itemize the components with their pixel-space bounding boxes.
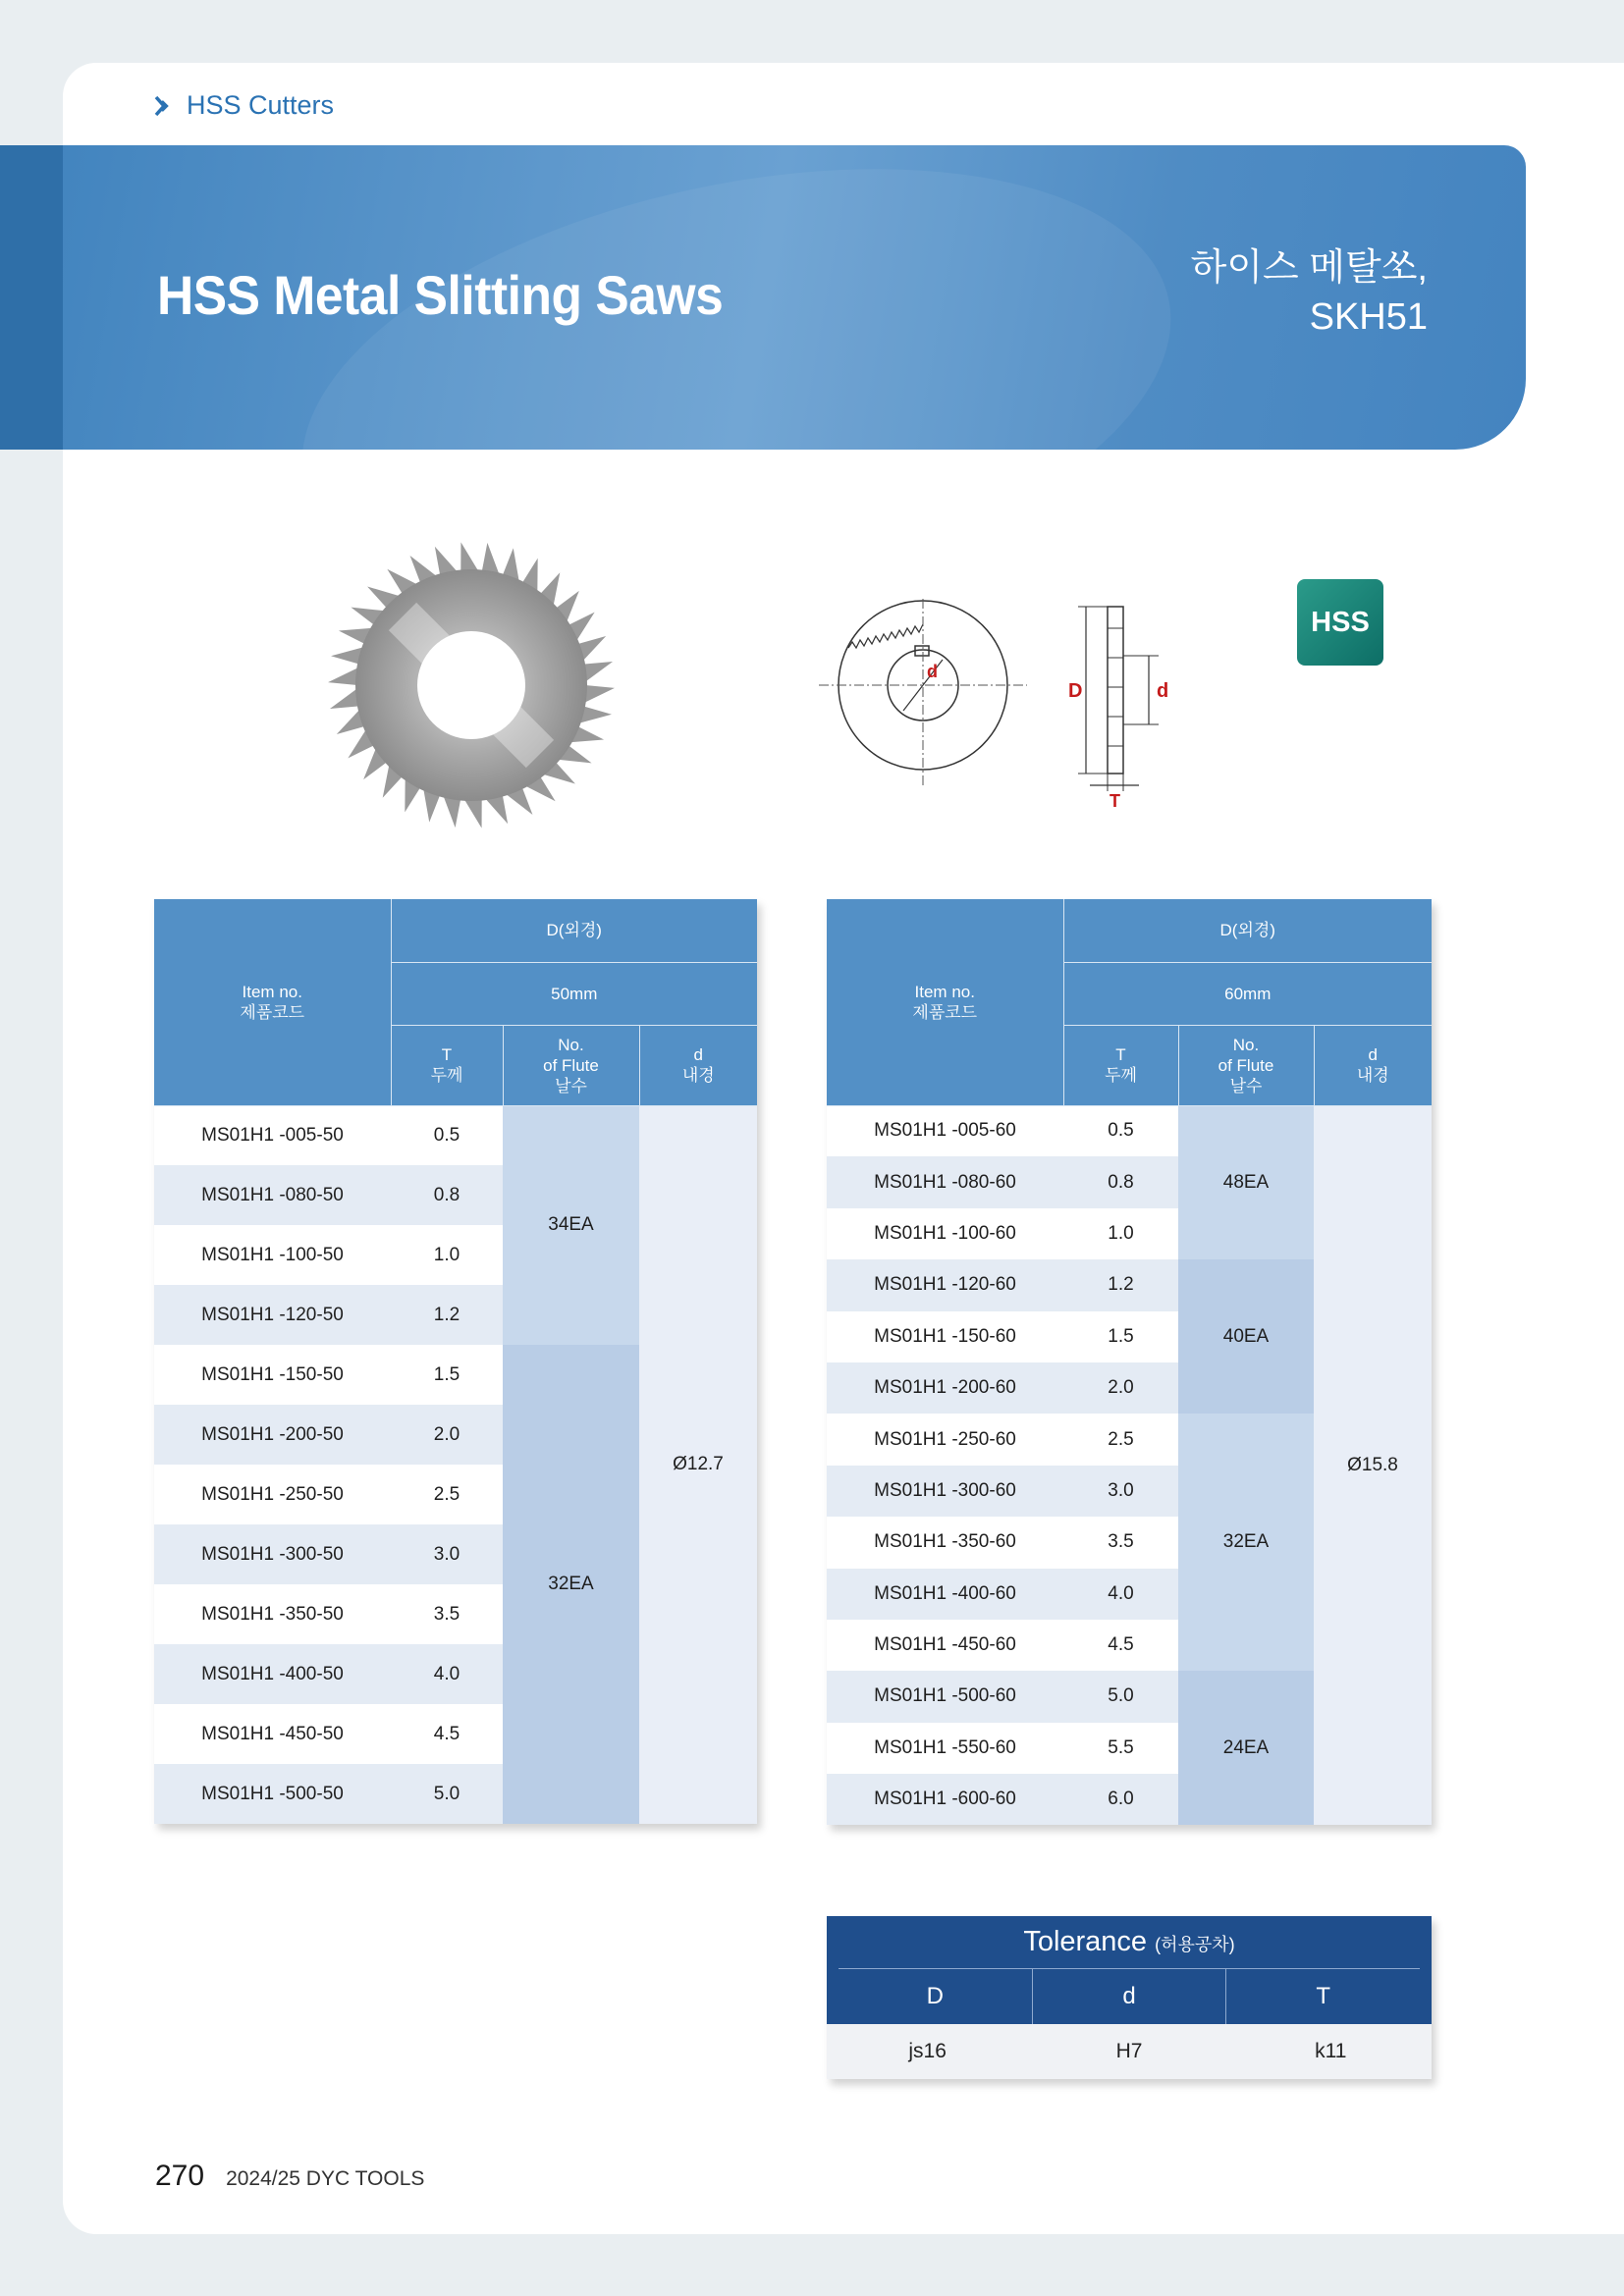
item-code: MS01H1 -120-50 [154, 1285, 391, 1345]
thickness-value: 2.0 [1063, 1362, 1178, 1414]
item-code: MS01H1 -600-60 [827, 1774, 1063, 1825]
tolerance-header [827, 1916, 1432, 2024]
item-code: MS01H1 -450-50 [154, 1704, 391, 1764]
diagram-D-label: D [1068, 680, 1083, 702]
tolerance-col-T: T [1225, 1969, 1420, 2024]
item-code: MS01H1 -550-60 [827, 1723, 1063, 1774]
item-code: MS01H1 -350-60 [827, 1517, 1063, 1568]
thickness-value: 1.5 [1063, 1311, 1178, 1362]
item-code: MS01H1 -100-60 [827, 1208, 1063, 1259]
breadcrumb[interactable] [153, 90, 334, 121]
title-banner [0, 145, 1526, 450]
thickness-value: 5.0 [391, 1764, 503, 1824]
banner-strip [0, 145, 63, 450]
publication-name: 2024/25 DYC TOOLS [226, 2167, 425, 2190]
bore-diameter: Ø12.7 [639, 1105, 757, 1824]
header-bore: d 내경 [639, 1025, 757, 1105]
header-thickness: T 두께 [1063, 1025, 1178, 1105]
item-code: MS01H1 -300-60 [827, 1466, 1063, 1517]
thickness-value: 0.5 [1063, 1105, 1178, 1156]
thickness-value: 1.2 [391, 1285, 503, 1345]
table-row [827, 1105, 1432, 1156]
thickness-value: 5.5 [1063, 1723, 1178, 1774]
tolerance-values [827, 2024, 1432, 2079]
thickness-value: 1.0 [391, 1225, 503, 1285]
thickness-value: 2.5 [391, 1465, 503, 1524]
flute-count: 32EA [1178, 1414, 1314, 1671]
thickness-value: 4.0 [391, 1644, 503, 1704]
thickness-value: 2.0 [391, 1405, 503, 1465]
item-code: MS01H1 -080-50 [154, 1165, 391, 1225]
header-flute: No. of Flute 날수 [503, 1025, 639, 1105]
header-size: 50mm [391, 962, 757, 1025]
thickness-value: 5.0 [1063, 1671, 1178, 1722]
item-code: MS01H1 -250-50 [154, 1465, 391, 1524]
tolerance-col-D: D [926, 1983, 944, 2009]
thickness-value: 0.5 [391, 1105, 503, 1165]
thickness-value: 1.5 [391, 1345, 503, 1405]
tolerance-val-D: js16 [908, 2040, 947, 2062]
item-code: MS01H1 -250-60 [827, 1414, 1063, 1465]
header-outer-diameter: D(외경) [391, 899, 757, 962]
item-code: MS01H1 -200-60 [827, 1362, 1063, 1414]
item-code: MS01H1 -150-60 [827, 1311, 1063, 1362]
diagram-d-label: d [927, 662, 938, 681]
subtitle-material: SKH51 [1309, 296, 1428, 338]
flute-count: 48EA [1178, 1105, 1314, 1259]
header-size: 60mm [1063, 962, 1432, 1025]
item-code: MS01H1 -080-60 [827, 1156, 1063, 1207]
item-code: MS01H1 -400-60 [827, 1569, 1063, 1620]
saw-blade-photo [324, 538, 619, 832]
thickness-value: 4.5 [391, 1704, 503, 1764]
subtitle-korean: 하이스 메탈쏘, [1190, 247, 1428, 289]
thickness-value: 4.5 [1063, 1620, 1178, 1671]
tolerance-columns [839, 1969, 1420, 2024]
spec-table-60mm [827, 899, 1432, 1825]
page-number: 270 [155, 2160, 205, 2192]
table-row [154, 1105, 757, 1165]
thickness-value: 1.0 [1063, 1208, 1178, 1259]
thickness-value: 3.0 [391, 1524, 503, 1584]
header-item-no: Item no. 제품코드 [154, 899, 391, 1105]
header-item-no: Item no. 제품코드 [827, 899, 1063, 1105]
page-subtitle [1191, 243, 1428, 342]
tolerance-table [827, 1916, 1432, 2079]
item-code: MS01H1 -500-60 [827, 1671, 1063, 1722]
chevron-right-icon [153, 95, 173, 117]
item-code: MS01H1 -350-50 [154, 1584, 391, 1644]
flute-count: 40EA [1178, 1259, 1314, 1414]
page-title: HSS Metal Slitting Saws [157, 264, 724, 326]
header-flute: No. of Flute 날수 [1178, 1025, 1314, 1105]
thickness-value: 0.8 [1063, 1156, 1178, 1207]
flute-count: 24EA [1178, 1671, 1314, 1825]
item-code: MS01H1 -400-50 [154, 1644, 391, 1704]
diagram-d-side-label: d [1157, 680, 1169, 702]
thickness-value: 2.5 [1063, 1414, 1178, 1465]
flute-count: 34EA [503, 1105, 639, 1345]
dimension-drawing [815, 599, 1208, 815]
thickness-value: 3.5 [391, 1584, 503, 1644]
hss-badge: HSS [1297, 579, 1383, 666]
bore-diameter: Ø15.8 [1314, 1105, 1432, 1825]
thickness-value: 3.5 [1063, 1517, 1178, 1568]
diagram-T-label: T [1110, 791, 1120, 811]
tolerance-title: Tolerance (허용공차) [839, 1926, 1420, 1969]
thickness-value: 3.0 [1063, 1466, 1178, 1517]
thickness-value: 0.8 [391, 1165, 503, 1225]
page-footer [155, 2160, 424, 2193]
item-code: MS01H1 -120-60 [827, 1259, 1063, 1310]
thickness-value: 6.0 [1063, 1774, 1178, 1825]
header-bore: d 내경 [1314, 1025, 1432, 1105]
breadcrumb-label: HSS Cutters [187, 90, 335, 120]
item-code: MS01H1 -300-50 [154, 1524, 391, 1584]
header-outer-diameter: D(외경) [1063, 899, 1432, 962]
thickness-value: 4.0 [1063, 1569, 1178, 1620]
item-code: MS01H1 -500-50 [154, 1764, 391, 1824]
item-code: MS01H1 -450-60 [827, 1620, 1063, 1671]
flute-count: 32EA [503, 1345, 639, 1824]
item-code: MS01H1 -100-50 [154, 1225, 391, 1285]
header-thickness: T 두께 [391, 1025, 503, 1105]
item-code: MS01H1 -005-60 [827, 1105, 1063, 1156]
tolerance-val-T: k11 [1315, 2040, 1347, 2062]
tolerance-val-d: H7 [1115, 2040, 1143, 2062]
item-code: MS01H1 -005-50 [154, 1105, 391, 1165]
spec-table-50mm [154, 899, 757, 1824]
item-code: MS01H1 -150-50 [154, 1345, 391, 1405]
tolerance-col-d: d [1032, 1969, 1226, 2024]
thickness-value: 1.2 [1063, 1259, 1178, 1310]
item-code: MS01H1 -200-50 [154, 1405, 391, 1465]
